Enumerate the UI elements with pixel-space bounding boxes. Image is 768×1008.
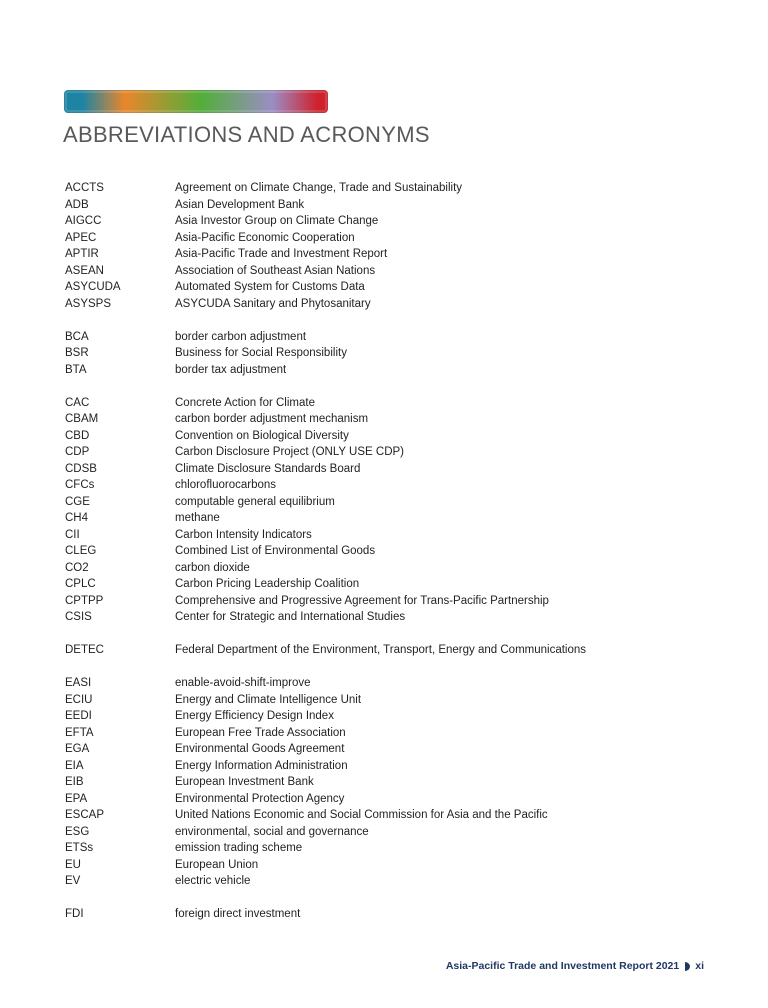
abbr-term: DETEC <box>65 644 104 656</box>
abbr-definition: methane <box>175 512 220 524</box>
abbr-row <box>65 461 713 478</box>
abbr-term: CO2 <box>65 561 89 574</box>
abbr-term: EEDI <box>65 710 92 722</box>
abbr-definition: Federal Department of the Environment, Transport, Energy and Communications <box>175 644 587 656</box>
abbr-definition: carbon border adjustment mechanism <box>175 413 369 425</box>
abbr-row <box>65 263 713 280</box>
abbr-definition: computable general equilibrium <box>175 495 335 508</box>
abbr-definition: environmental, social and governance <box>175 825 369 838</box>
abbr-definition: chlorofluorocarbons <box>175 479 277 491</box>
abbr-term: CBD <box>65 429 90 442</box>
abbr-term: BSR <box>65 347 89 359</box>
abbr-definition: Energy and Climate Intelligence Unit <box>175 693 362 706</box>
page-title: ABBREVIATIONS AND ACRONYMS <box>63 122 430 147</box>
abbr-row <box>65 774 713 791</box>
abbr-row <box>65 725 713 742</box>
abbr-term: ESG <box>65 825 90 838</box>
abbr-term: CGE <box>65 495 90 508</box>
abbr-row <box>65 213 713 230</box>
abbr-row <box>65 675 713 692</box>
abbr-definition: border carbon adjustment <box>175 330 307 343</box>
abbreviations-list <box>65 180 713 939</box>
abbr-term: CBAM <box>65 413 99 425</box>
abbr-row <box>65 609 713 626</box>
abbr-row <box>65 906 713 923</box>
section-accent-bar <box>64 90 328 113</box>
abbr-row <box>65 395 713 412</box>
abbr-definition: Carbon Pricing Leadership Coalition <box>175 578 360 590</box>
abbr-definition: Concrete Action for Climate <box>175 396 315 409</box>
abbr-row <box>65 296 713 313</box>
abbr-row <box>65 576 713 593</box>
abbr-row <box>65 741 713 758</box>
abbr-term: ETSs <box>65 842 94 854</box>
abbr-term: CII <box>65 528 80 541</box>
abbr-row <box>65 642 713 659</box>
abbr-row <box>65 560 713 577</box>
abbr-definition: European Investment Bank <box>175 776 314 788</box>
abbr-definition: Automated System for Customs Data <box>175 281 365 293</box>
abbr-definition: Association of Southeast Asian Nations <box>175 264 376 277</box>
abbr-term: ESCAP <box>65 809 104 821</box>
abbr-definition: enable-avoid-shift-improve <box>175 677 311 689</box>
abbr-row <box>65 543 713 560</box>
abbr-term: ASEAN <box>65 264 104 277</box>
abbr-row <box>65 362 713 379</box>
abbr-term: EIA <box>65 759 84 772</box>
abbr-term: APTIR <box>65 248 99 260</box>
abbr-definition: Energy Efficiency Design Index <box>175 710 334 722</box>
abbr-row <box>65 708 713 725</box>
abbr-definition: Asia-Pacific Economic Cooperation <box>175 231 355 244</box>
abbr-term: ECIU <box>65 693 93 706</box>
abbr-definition: Center for Strategic and International Studies <box>175 611 406 623</box>
abbr-row <box>65 279 713 296</box>
abbr-definition: Environmental Goods Agreement <box>175 743 345 755</box>
abbr-row <box>65 857 713 874</box>
abbr-term: CPLC <box>65 578 96 590</box>
abbr-definition: European Union <box>175 858 259 871</box>
abbr-definition: European Free Trade Association <box>175 726 346 739</box>
abbr-row <box>65 494 713 511</box>
abbr-definition: Combined List of Environmental Goods <box>175 545 376 557</box>
abbr-row <box>65 345 713 362</box>
abbr-row <box>65 692 713 709</box>
abbr-group <box>65 329 713 379</box>
abbr-definition: Comprehensive and Progressive Agreement for Trans-Pacific Partnership <box>175 594 549 607</box>
abbr-row <box>65 180 713 197</box>
right-half-disc-icon <box>685 962 690 971</box>
abbr-term: EIB <box>65 776 84 788</box>
abbr-term: FDI <box>65 908 84 920</box>
abbr-definition: electric vehicle <box>175 875 251 887</box>
abbr-row <box>65 840 713 857</box>
abbr-term: CLEG <box>65 545 97 557</box>
abbr-group <box>65 675 713 890</box>
abbr-definition: Energy Information Administration <box>175 759 348 772</box>
abbr-row <box>65 329 713 346</box>
abbr-definition: foreign direct investment <box>175 908 301 920</box>
abbr-definition: Asia-Pacific Trade and Investment Report <box>175 248 388 260</box>
abbr-term: AIGCC <box>65 215 102 227</box>
abbr-definition: Agreement on Climate Change, Trade and Sustainability <box>175 182 463 194</box>
abbr-row <box>65 510 713 527</box>
abbr-definition: Convention on Biological Diversity <box>175 429 349 442</box>
abbr-term: APEC <box>65 231 97 244</box>
abbr-term: EFTA <box>65 726 94 739</box>
abbr-definition: border tax adjustment <box>175 363 287 376</box>
abbr-term: BCA <box>65 330 89 343</box>
abbr-row <box>65 593 713 610</box>
abbr-term: CPTPP <box>65 594 104 607</box>
abbr-row <box>65 411 713 428</box>
abbr-row <box>65 444 713 461</box>
abbr-row <box>65 873 713 890</box>
abbr-term: ACCTS <box>65 182 104 194</box>
abbr-group <box>65 180 713 312</box>
abbr-definition: Environmental Protection Agency <box>175 792 345 805</box>
abbr-term: EPA <box>65 792 88 805</box>
abbr-row <box>65 477 713 494</box>
abbr-term: ADB <box>65 198 89 211</box>
abbr-term: ASYSPS <box>65 297 112 310</box>
abbr-term: EGA <box>65 743 90 755</box>
abbr-term: CDSB <box>65 462 97 475</box>
abbr-row <box>65 428 713 445</box>
abbr-group <box>65 642 713 659</box>
abbr-definition: Carbon Intensity Indicators <box>175 528 312 541</box>
abbr-definition: Asia Investor Group on Climate Change <box>175 215 379 227</box>
abbr-definition: Carbon Disclosure Project (ONLY USE CDP) <box>175 446 405 458</box>
page-number: xi <box>695 960 704 972</box>
abbr-row <box>65 758 713 775</box>
footer-report-title: Asia-Pacific Trade and Investment Report 2021 <box>445 960 680 972</box>
abbr-definition: United Nations Economic and Social Commission for Asia and the Pacific <box>175 809 548 821</box>
abbr-term: CFCs <box>65 479 95 491</box>
abbr-term: ASYCUDA <box>65 281 121 293</box>
abbr-definition: emission trading scheme <box>175 842 303 854</box>
abbr-term: EU <box>65 858 81 871</box>
abbr-row <box>65 807 713 824</box>
abbr-row <box>65 527 713 544</box>
abbr-term: CH4 <box>65 512 89 524</box>
abbr-row <box>65 246 713 263</box>
abbr-definition: carbon dioxide <box>175 561 250 574</box>
abbr-term: CSIS <box>65 611 92 623</box>
abbr-term: BTA <box>65 363 87 376</box>
abbr-term: CDP <box>65 446 90 458</box>
abbr-definition: Asian Development Bank <box>175 198 305 211</box>
abbr-group <box>65 906 713 923</box>
abbr-term: EASI <box>65 677 92 689</box>
abbr-term: CAC <box>65 396 90 409</box>
abbr-row <box>65 824 713 841</box>
abbr-definition: Business for Social Responsibility <box>175 347 347 359</box>
abbr-definition: Climate Disclosure Standards Board <box>175 462 361 475</box>
abbr-row <box>65 791 713 808</box>
abbr-term: EV <box>65 875 81 887</box>
abbr-row <box>65 197 713 214</box>
abbr-group <box>65 395 713 626</box>
page-footer <box>446 960 704 972</box>
abbr-row <box>65 230 713 247</box>
abbr-definition: ASYCUDA Sanitary and Phytosanitary <box>175 297 371 310</box>
